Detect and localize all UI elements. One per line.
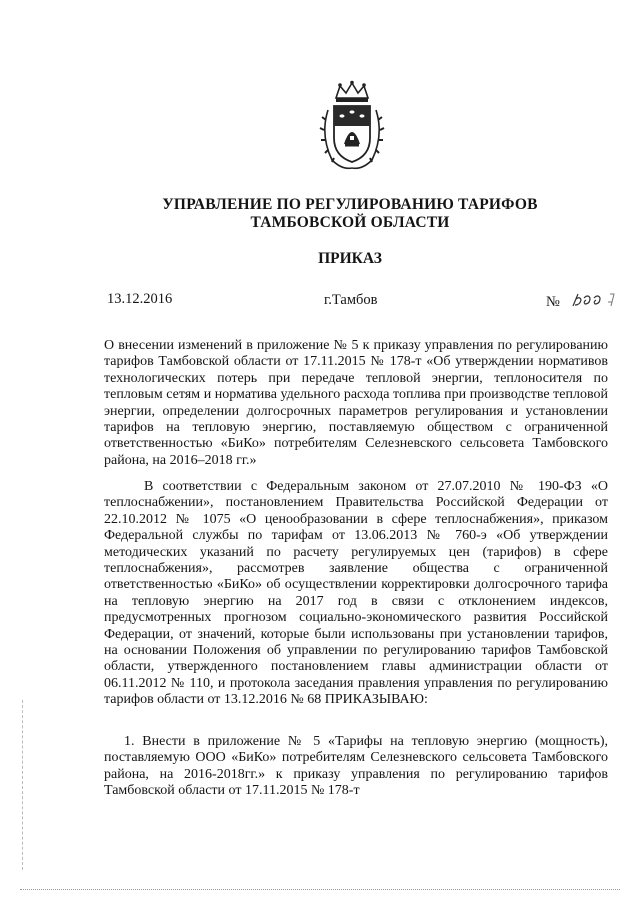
document-number-label: № (546, 294, 560, 310)
legal-basis-paragraph: В соответствии с Федеральным законом от 27.07.2010 № 190-ФЗ «О теплоснабжении», постановлением Правительства Российской Федерации от 22.10.2012 № 1075 «О ценообразовании в сфере теплоснабжения», приказом Федеральной службы по тарифам от 13.06.2013 № 760-э «Об утверждении методических указаний по расчету регулируемых цен (тарифов) в сфере теплоснабжения», рассмотрев заявление общества с ограниченной ответственностью «БиКо» об осуществлении корректировки долгосрочного тарифа на тепловую энергию на 2017 год в связи с отклонением индексов, предусмотренных прогнозом социально-экономического развития Российской Федерации, от значений, которые были использованы при установлении тарифов, на основании Положения об управлении по регулированию тарифов Тамбовской области, утвержденного постановлением главы администрации области от 06.11.2012 № 110, и протокола заседания правления управления по регулированию тарифов области от 13.12.2016 № 68 ПРИКАЗЫВАЮ: (104, 479, 608, 708)
document-city: г.Тамбов (324, 292, 378, 308)
order-item-1: 1. Внести в приложение № 5 «Тарифы на тепловую энергию (мощность), поставляемую ООО «БиКо» потребителям Селезневского сельсовета Тамбовского района, на 2016-2018гг.» к приказу управления по регулированию тарифов Тамбовской области от 17.11.2015 № 178-т (104, 734, 608, 799)
order-subject: О внесении изменений в приложение № 5 к приказу управления по регулированию тарифов Тамбовской области от 17.11.2015 № 178-т «Об утверждении нормативов технологических потерь при передаче тепловой энергии, теплоносителя по тепловым сетям и норматива удельного расхода топлива при производстве тепловой энергии, определении долгосрочных параметров регулирования и установлении тарифов на тепловую энергию, поставляемую обществом с ограниченной ответственностью «БиКо» потребителям Селезневского сельсовета Тамбовского района, на 2016–2018 гг.» (104, 338, 608, 468)
scan-bottom-artifact (20, 889, 620, 890)
tambov-coat-of-arms-icon (318, 80, 386, 172)
organization-name-line2: ТАМБОВСКОЙ ОБЛАСТИ (250, 214, 450, 231)
organization-name-line1: УПРАВЛЕНИЕ ПО РЕГУЛИРОВАНИЮ ТАРИФОВ (162, 196, 538, 213)
document-date: 13.12.2016 (107, 291, 173, 307)
scan-edge-artifact (22, 700, 24, 870)
handwritten-number-icon (570, 290, 618, 310)
document-type-title: ПРИКАЗ (318, 250, 382, 267)
